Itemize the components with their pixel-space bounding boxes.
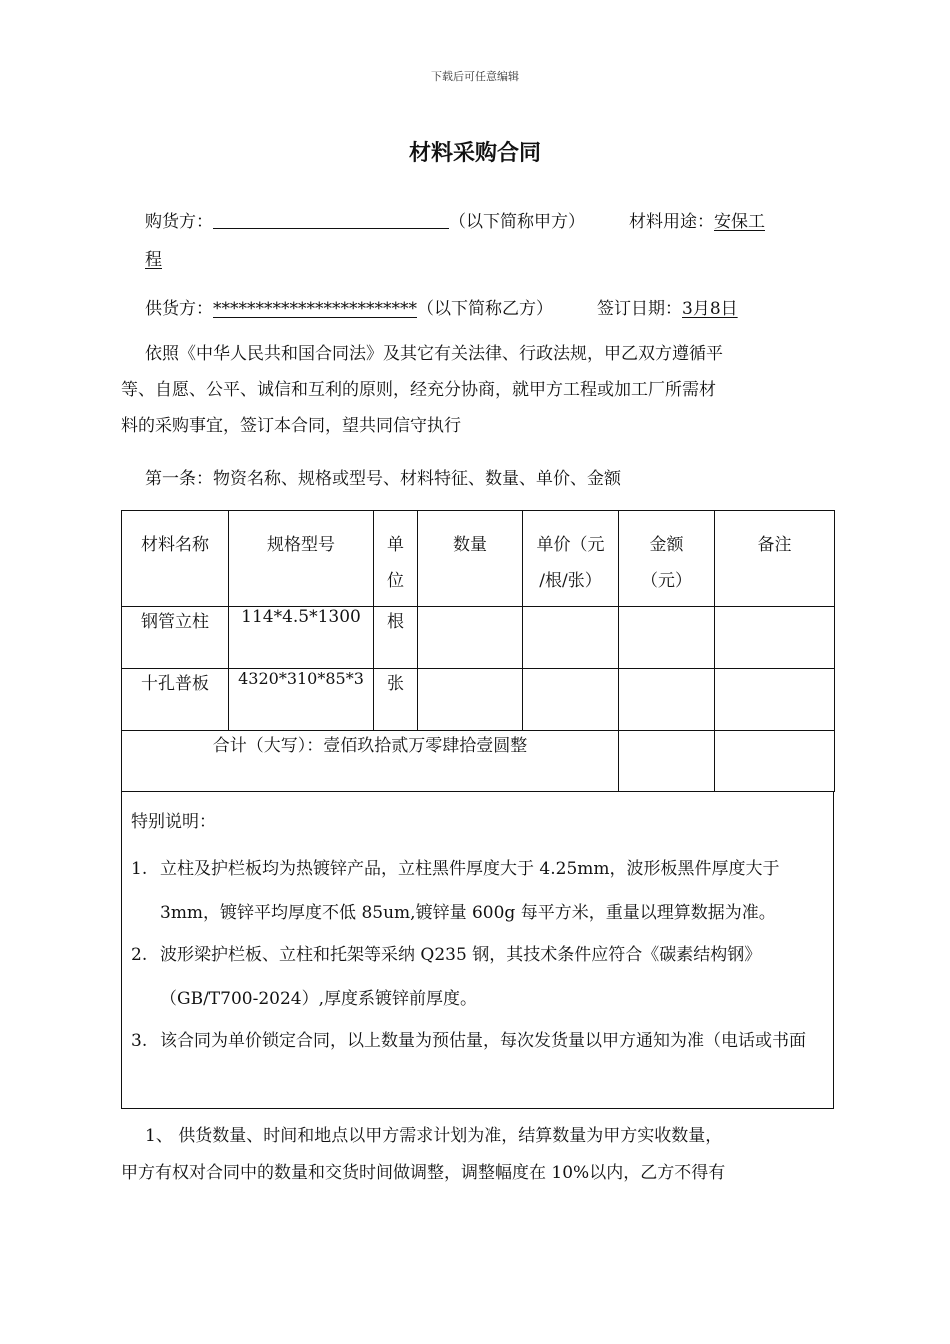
cell-spec: 114*4.5*1300 [229,607,374,669]
date-value: 3月8日 [682,299,738,319]
total-remark[interactable] [715,731,835,792]
intro-paragraph [121,336,811,444]
cell-qty[interactable] [418,607,523,669]
intro-line: 等、自愿、公平、诚信和互利的原则，经充分协商，就甲方工程或加工厂所需材 [121,380,716,400]
col-header-amount: 金额 （元） [619,511,715,607]
total-row [122,731,835,792]
table-row [122,607,835,669]
purpose-continued [145,245,162,270]
cell-unit: 根 [374,607,418,669]
supplier-suffix: （以下简称乙方） [417,299,553,319]
purpose-value-cont: 程 [145,250,162,270]
goods-table [121,510,835,792]
note-item [131,933,831,1021]
cell-remark[interactable] [715,669,835,731]
buyer-line [145,207,765,232]
date-label: 签订日期： [597,299,682,319]
clause-1 [121,1118,821,1192]
buyer-label: 购货方： [145,212,213,232]
col-header-remark: 备注 [715,511,835,607]
clause-line: 甲方有权对合同中的数量和交货时间做调整，调整幅度在 10%以内，乙方不得有 [121,1163,726,1183]
supplier-label: 供货方： [145,299,213,319]
note-text: 该合同为单价锁定合同，以上数量为预估量，每次发货量以甲方通知为准（电话或书面 [160,1031,806,1051]
buyer-blank[interactable] [213,210,449,229]
cell-price[interactable] [523,607,619,669]
col-header-spec: 规格型号 [229,511,374,607]
cell-name: 钢管立柱 [122,607,229,669]
cell-amount[interactable] [619,607,715,669]
article-1-heading: 第一条：物资名称、规格或型号、材料特征、数量、单价、金额 [145,469,621,489]
note-text: 立柱及护栏板均为热镀锌产品，立柱黑件厚度大于 4.25mm，波形板黑件厚度大于 3mm，镀锌平均厚度不低 85um,镀锌量 600g 每平方米，重量以理算数据为准。 [160,859,780,923]
table-header-row [122,511,835,607]
supplier-value: ************************ [213,299,417,319]
cell-spec: 4320*310*85*3 [229,669,374,731]
cell-unit: 张 [374,669,418,731]
cell-price[interactable] [523,669,619,731]
note-text: 波形梁护栏板、立柱和托架等采纳 Q235 钢，其技术条件应符合《碳素结构钢》（GB/T700-2024）,厚度系镀锌前厚度。 [160,945,762,1009]
note-number: 2. [131,945,148,965]
supplier-line [145,294,738,319]
cell-qty[interactable] [418,669,523,731]
purpose-value: 安保工 [714,212,765,232]
note-number: 3. [131,1031,148,1051]
total-amount[interactable] [619,731,715,792]
header-note: 下载后可任意编辑 [431,70,519,83]
note-item [131,1019,831,1063]
col-header-unit: 单 位 [374,511,418,607]
note-number: 1. [131,859,148,879]
notes-title: 特别说明： [131,812,216,832]
page-title: 材料采购合同 [408,141,541,166]
intro-line: 依照《中华人民共和国合同法》及其它有关法律、行政法规，甲乙双方遵循平 [145,344,723,364]
cell-amount[interactable] [619,669,715,731]
table-row [122,669,835,731]
total-text: 合计（大写）：壹佰玖拾贰万零肆拾壹圆整 [122,731,619,792]
purpose-label: 材料用途： [629,212,714,232]
col-header-name: 材料名称 [122,511,229,607]
note-item [131,847,831,935]
clause-line: 1、 供货数量、时间和地点以甲方需求计划为准，结算数量为甲方实收数量， [145,1126,723,1146]
col-header-qty: 数量 [418,511,523,607]
special-notes-box [121,791,834,1109]
cell-name: 十孔普板 [122,669,229,731]
cell-remark[interactable] [715,607,835,669]
buyer-suffix: （以下简称甲方） [449,212,585,232]
intro-line: 料的采购事宜，签订本合同，望共同信守执行 [121,416,461,436]
col-header-price: 单价（元 /根/张） [523,511,619,607]
